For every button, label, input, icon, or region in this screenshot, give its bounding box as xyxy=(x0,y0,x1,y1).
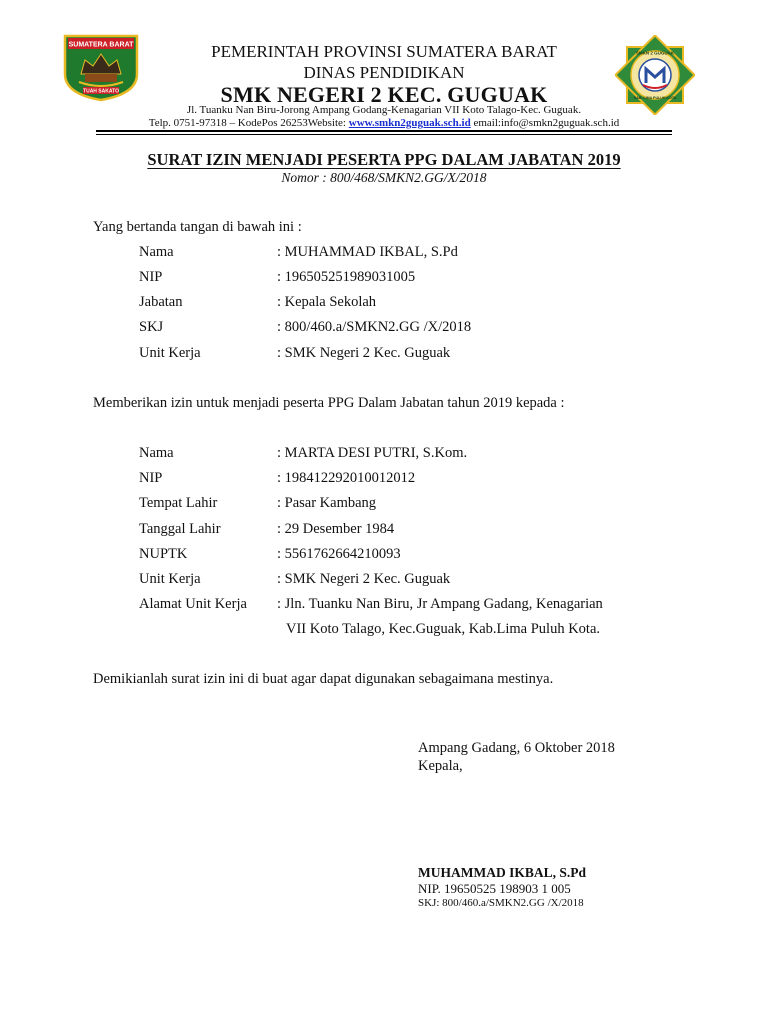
school-name: SMK NEGERI 2 KEC. GUGUAK xyxy=(220,82,548,107)
logo-right-bottom-text: KAB. LIMA PULUH KOTA xyxy=(633,96,677,100)
letterhead-divider-thin xyxy=(96,134,672,135)
participant-label: Alamat Unit Kerja xyxy=(139,596,247,612)
signer-label: SKJ xyxy=(139,319,164,335)
logo-left-top-text: SUMATERA BARAT xyxy=(68,41,134,49)
intro-text: Yang bertanda tangan di bawah ini : xyxy=(93,219,302,235)
contact-line xyxy=(120,117,648,129)
participant-value: : 29 Desember 1984 xyxy=(277,521,395,537)
signer-value: : MUHAMMAD IKBAL, S.Pd xyxy=(277,244,458,260)
province-heading: PEMERINTAH PROVINSI SUMATERA BARAT xyxy=(211,42,557,61)
signature-name: MUHAMMAD IKBAL, S.Pd xyxy=(418,865,586,880)
signature-skj: SKJ: 800/460.a/SMKN2.GG /X/2018 xyxy=(418,897,584,909)
closing-text: Demikianlah surat izin ini di buat agar dapat digunakan sebagaimana mestinya. xyxy=(93,671,554,687)
signer-label: Jabatan xyxy=(139,294,183,310)
website-link[interactable]: www.smkn2guguak.sch.id xyxy=(348,117,471,129)
participant-label: Tempat Lahir xyxy=(139,495,218,511)
email-text: email:info@smkn2guguak.sch.id xyxy=(470,117,620,129)
participant-value: : SMK Negeri 2 Kec. Guguak xyxy=(277,571,451,587)
school-address: Jl. Tuanku Nan Biru-Jorong Ampang Godang-Kenagarian VII Koto Talago-Kec. Guguak. xyxy=(186,104,582,116)
participant-label: Nama xyxy=(139,445,174,461)
signer-value: : 800/460.a/SMKN2.GG /X/2018 xyxy=(277,319,472,335)
signature-nip: NIP. 19650525 198903 1 005 xyxy=(418,881,571,896)
letterhead-divider-thick xyxy=(96,130,672,132)
permission-text: Memberikan izin untuk menjadi peserta PPG Dalam Jabatan tahun 2019 kepada : xyxy=(93,395,565,411)
participant-label: Tanggal Lahir xyxy=(139,521,221,537)
participant-value: : Pasar Kambang xyxy=(277,495,377,511)
department-heading: DINAS PENDIDIKAN xyxy=(303,63,465,82)
participant-label: NUPTK xyxy=(139,546,188,562)
participant-value: : 198412292010012012 xyxy=(277,470,416,486)
phone-text: Telp. 0751-97318 – KodePos 26253Website: xyxy=(148,117,349,129)
signature-role: Kepala, xyxy=(418,758,463,774)
logo-left-bottom-text: TUAH SAKATO xyxy=(83,88,119,95)
signer-value: : Kepala Sekolah xyxy=(277,294,377,310)
participant-value: : 5561762664210093 xyxy=(277,546,401,562)
signer-label: Unit Kerja xyxy=(139,345,201,361)
signer-value: : 196505251989031005 xyxy=(277,269,416,285)
signer-label: NIP xyxy=(139,269,163,285)
signer-value: : SMK Negeri 2 Kec. Guguak xyxy=(277,345,451,361)
signer-label: Nama xyxy=(139,244,174,260)
letter-title-text: SURAT IZIN MENJADI PESERTA PPG DALAM JABATAN 2019 xyxy=(147,150,621,169)
letter-number: Nomor : 800/468/SMKN2.GG/X/2018 xyxy=(281,170,487,185)
signature-place-date: Ampang Gadang, 6 Oktober 2018 xyxy=(418,740,615,756)
participant-label: Unit Kerja xyxy=(139,571,201,587)
letter-title xyxy=(100,150,668,170)
participant-value: : Jln. Tuanku Nan Biru, Jr Ampang Gadang, Kenagarian xyxy=(277,596,603,612)
participant-label: NIP xyxy=(139,470,163,486)
address-continuation: VII Koto Talago, Kec.Guguak, Kab.Lima Puluh Kota. xyxy=(286,621,601,637)
participant-value: : MARTA DESI PUTRI, S.Kom. xyxy=(277,445,468,461)
logo-right-top-text: SMKN 2 GUGUAK xyxy=(635,50,675,56)
